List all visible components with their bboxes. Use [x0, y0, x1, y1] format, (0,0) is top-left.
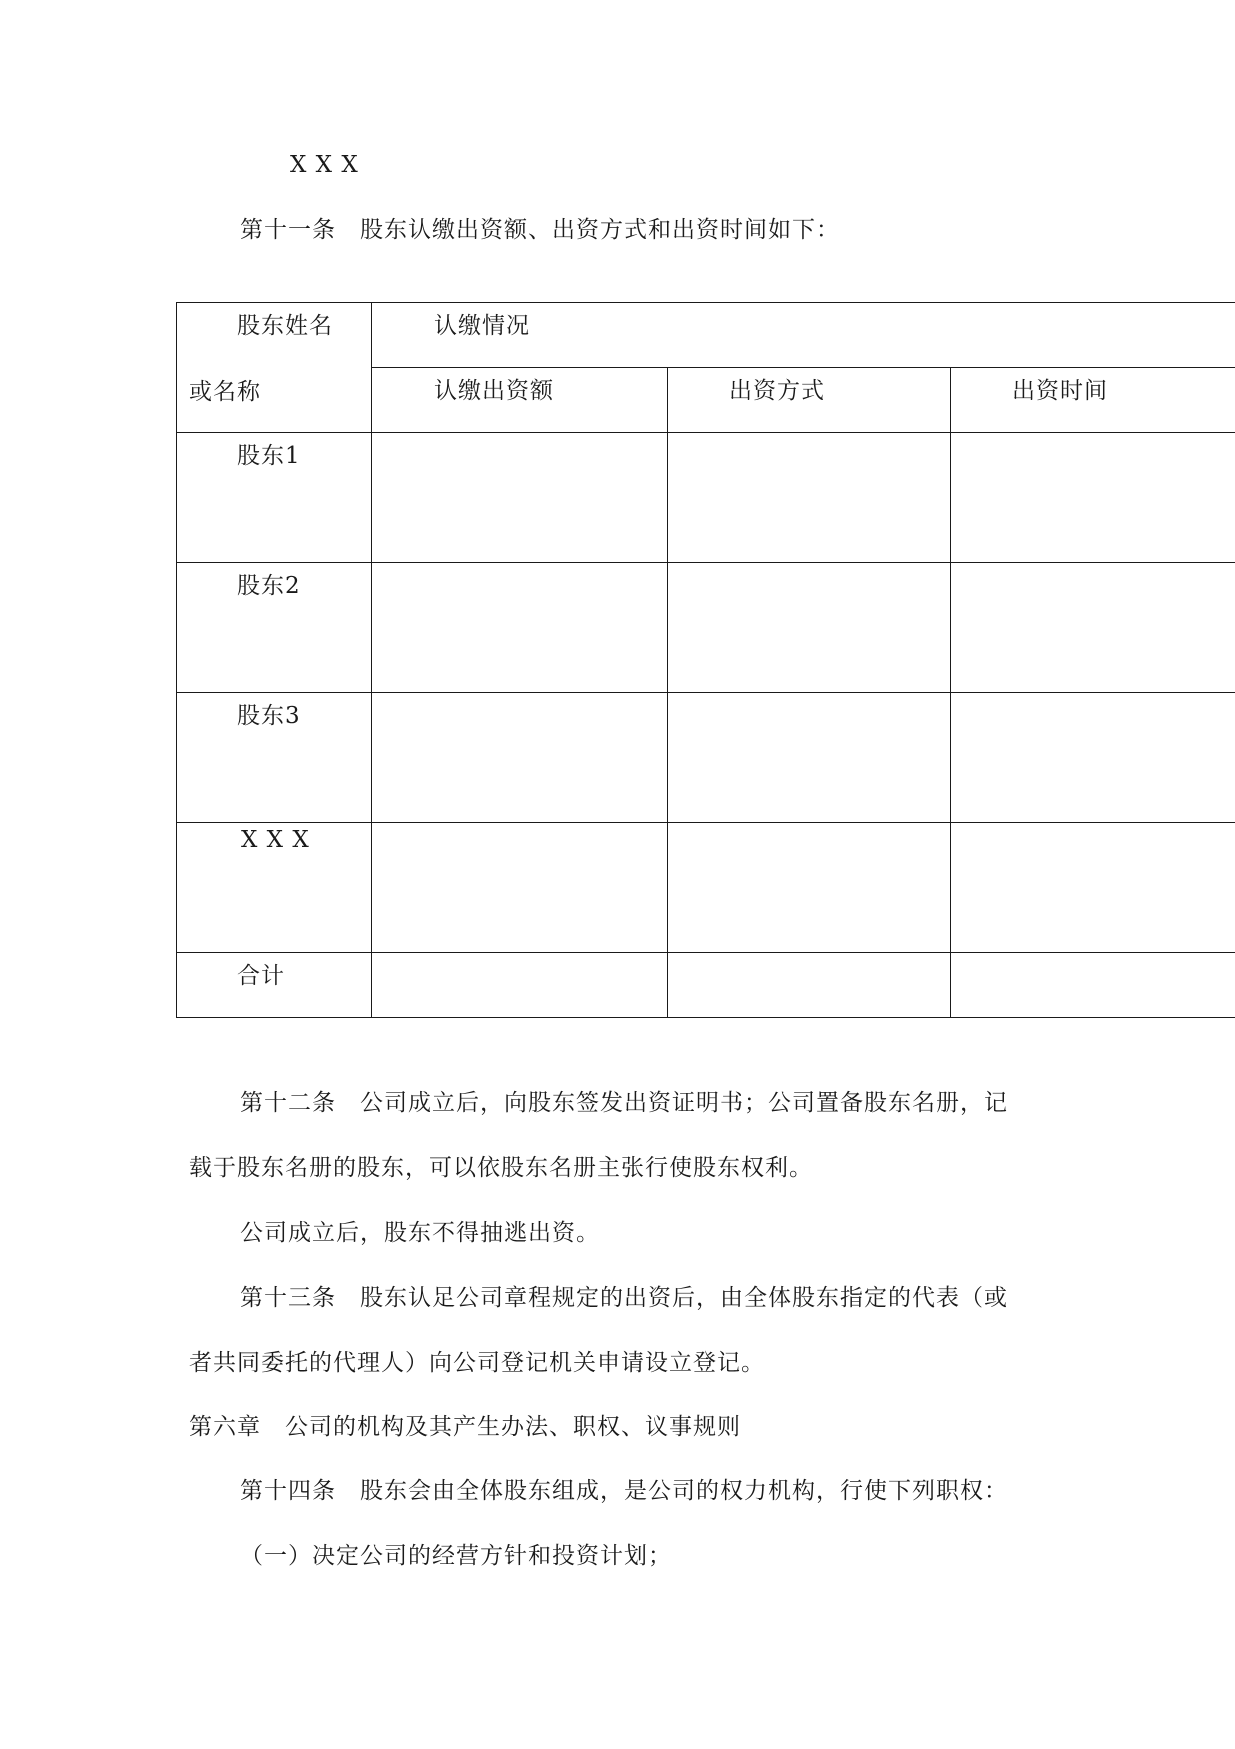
row-label-cell: 股东2: [177, 563, 372, 693]
table-row: [177, 823, 1235, 953]
table-cell: [951, 563, 1235, 693]
row-label-cell: 股东1: [177, 433, 372, 563]
table-row: [177, 563, 1235, 693]
table-cell: [372, 823, 668, 953]
table-cell: [951, 953, 1235, 1018]
table-row: [177, 433, 1235, 563]
para-no-withdraw: 公司成立后，股东不得抽逃出资。: [240, 1220, 600, 1246]
table-cell: [668, 563, 951, 693]
table-header-row-1: [177, 303, 1235, 368]
row-label-cell: 合计: [177, 953, 372, 1018]
article-14: 第十四条 股东会由全体股东组成，是公司的权力机构，行使下列职权：: [240, 1478, 1008, 1504]
chapter-6-heading: 第六章 公司的机构及其产生办法、职权、议事规则: [189, 1414, 741, 1440]
top-heading: X X X: [290, 152, 359, 178]
table-row-total: [177, 953, 1235, 1018]
name-header-line1: 股东姓名: [237, 313, 333, 339]
table-cell: [372, 433, 668, 563]
table-cell: [951, 693, 1235, 823]
table-cell: [668, 433, 951, 563]
table-cell: [668, 823, 951, 953]
column-header: 出资时间: [951, 368, 1235, 433]
table-cell: [668, 693, 951, 823]
table-cell: [668, 953, 951, 1018]
name-header-cell: [177, 303, 372, 433]
group-header: 认缴情况: [434, 313, 530, 339]
article-11: 第十一条 股东认缴出资额、出资方式和出资时间如下：: [240, 217, 840, 243]
article-13-line1: 第十三条 股东认足公司章程规定的出资后，由全体股东指定的代表（或: [240, 1285, 1008, 1311]
article-13-line2: 者共同委托的代理人）向公司登记机关申请设立登记。: [189, 1350, 765, 1376]
table-cell: [951, 433, 1235, 563]
column-header: 认缴出资额: [372, 368, 668, 433]
row-label-cell: X X X: [177, 823, 372, 953]
table-row: [177, 693, 1235, 823]
table-cell: [951, 823, 1235, 953]
article-12-line2: 载于股东名册的股东，可以依股东名册主张行使股东权利。: [189, 1155, 813, 1181]
table-cell: [372, 953, 668, 1018]
table-cell: [372, 563, 668, 693]
item-1: （一）决定公司的经营方针和投资计划；: [240, 1543, 672, 1569]
row-label-cell: 股东3: [177, 693, 372, 823]
capital-contribution-table: [176, 302, 1235, 1018]
table-cell: [372, 693, 668, 823]
name-header-line2: 或名称: [189, 379, 261, 405]
column-header: 出资方式: [668, 368, 951, 433]
group-header-cell: [372, 303, 1235, 368]
article-12-line1: 第十二条 公司成立后，向股东签发出资证明书；公司置备股东名册，记: [240, 1090, 1008, 1116]
